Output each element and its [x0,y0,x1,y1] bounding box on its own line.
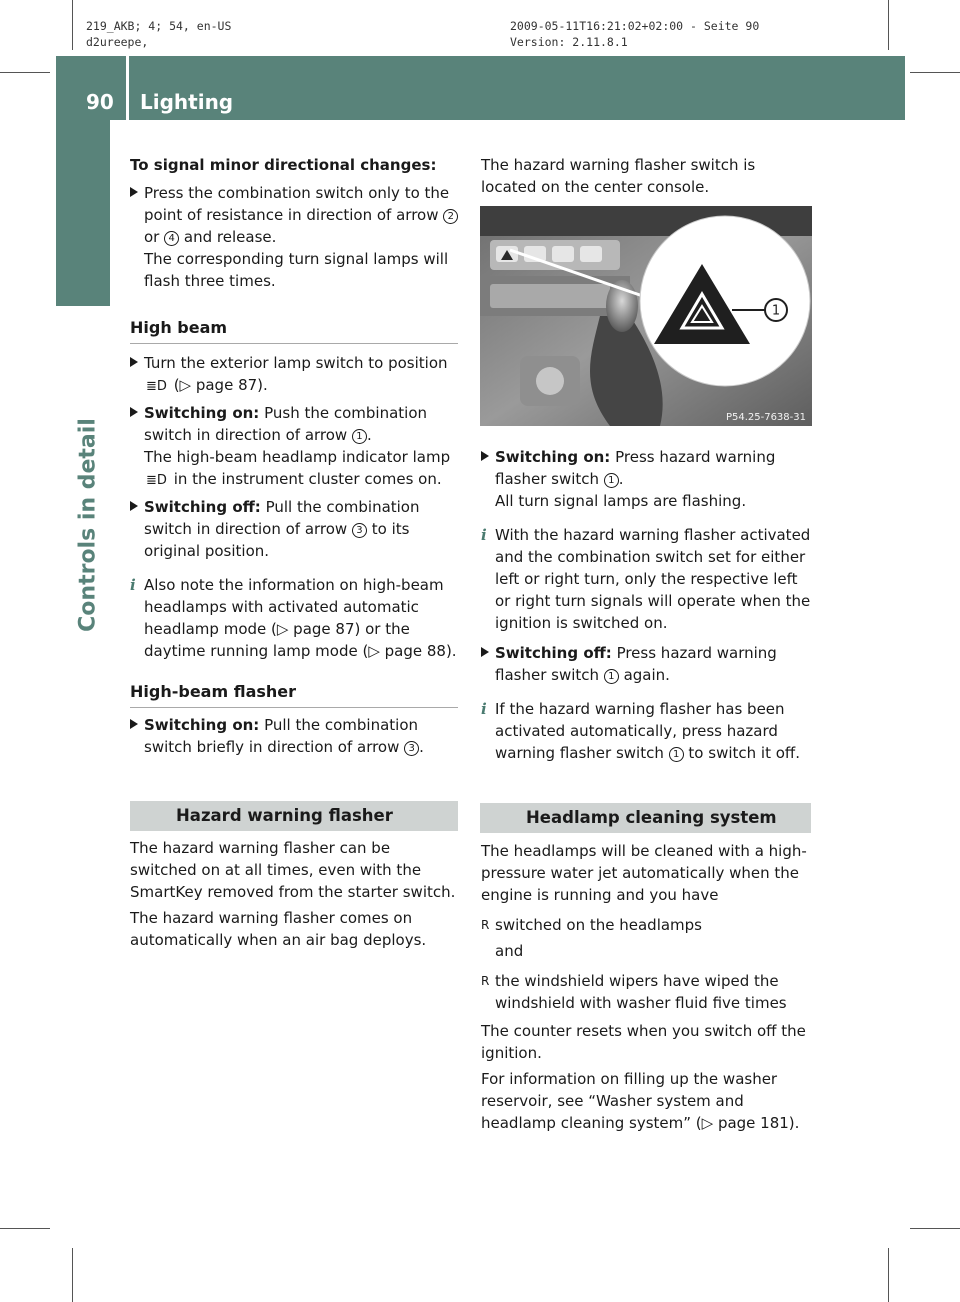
page-number: 90 [86,90,114,114]
flasher-heading: High-beam flasher [130,682,297,701]
hazard-block [130,837,460,951]
side-tab [56,120,110,306]
cleaning-bullet-1: R switched on the headlamps [481,914,813,936]
cleaning-block [481,840,813,1134]
high-beam-block [130,352,460,662]
crop-mark [910,72,960,73]
print-meta-right: 2009-05-11T16:21:02+02:00 - Seite 90 Version: 2.11.8.1 [510,19,760,49]
minor-changes-block [130,154,460,292]
header-divider [126,56,129,120]
high-beam-icon: ≣D [146,473,167,488]
section-title: Lighting [140,90,234,114]
heading-rule [130,343,458,344]
minor-step-result: The corresponding turn signal lamps will flash three times. [144,250,449,290]
crop-mark [888,0,889,50]
switch-1-marker: 1 [604,669,619,684]
flasher-block [130,714,460,758]
hz-info-1: i With the hazard warning flasher activated and the combination switch set for either left or right turn, only the respective left or right turn signals will operate when the ignition is switched on. [481,526,811,632]
info-icon: i [481,700,487,718]
cleaning-band: Headlamp cleaning system [480,803,811,833]
print-meta-left: 219_AKB; 4; 54, en-US d2ureepe, [86,19,232,49]
arrow-3-marker: 3 [404,741,419,756]
info-icon: i [481,526,487,544]
crop-mark [0,1228,50,1229]
low-beam-icon: ≣D [146,379,167,394]
crop-mark [0,72,50,73]
switch-1-marker: 1 [669,747,684,762]
center-console-illustration [480,206,812,426]
hz-step-on: Switching on: Press hazard warning flasher switch 1 . All turn signal lamps are flashing. [481,446,813,512]
callout-number: 1 [771,303,781,319]
center-console-photo [480,206,812,426]
crop-mark [72,1248,73,1302]
cleaning-p1: The headlamps will be cleaned with a high-pressure water jet automatically when the engine is running and you have [481,842,807,904]
crop-mark [888,1248,889,1302]
arrow-3-marker: 3 [352,523,367,538]
minor-step: Press the combination switch only to the point of resistance in direction of arrow 2 or 4 and release. The corresponding turn signal lamps will flash three times. [130,182,460,292]
heading-rule [130,707,458,708]
hazard-band: Hazard warning flasher [130,801,458,831]
crop-mark [72,0,73,50]
cleaning-bullet-2: R the windshield wipers have wiped the windshield with washer fluid five times [481,970,813,1014]
hb-step-on: Switching on: Push the combination switch in direction of arrow 1 . The high-beam headlamp indicator lamp ≣D in the instrument cluster comes on. [130,402,460,492]
crop-mark [910,1228,960,1229]
hb-step-1: Turn the exterior lamp switch to position ≣D (▷ page 87). [130,352,460,398]
arrow-1-marker: 1 [352,429,367,444]
hazard-p1: The hazard warning flasher can be switched on at all times, even with the SmartKey removed from the starter switch. [130,839,456,901]
hazard-intro: The hazard warning flasher switch is located on the center console. [481,156,756,196]
side-label: Controls in detail [75,418,101,632]
hz-info-2: i If the hazard warning flasher has been activated automatically, press hazard warning flasher switch 1 to switch it off. [481,700,800,762]
cleaning-and: and [495,942,524,960]
hb-info: i Also note the information on high-beam headlamps with activated automatic headlamp mode (▷ page 87) or the daytime running lamp mode (▷ page 88). [130,576,457,660]
switch-1-marker: 1 [604,473,619,488]
arrow-2-marker: 2 [443,209,458,224]
fl-step-on: Switching on: Pull the combination switch briefly in direction of arrow 3 . [130,714,460,758]
photo-code: P54.25-7638-31 [725,412,806,423]
cleaning-p2: The counter resets when you switch off the ignition. [481,1022,806,1062]
high-beam-heading: High beam [130,318,228,337]
hazard-steps-block [481,446,813,764]
hz-step-off: Switching off: Press hazard warning flasher switch 1 again. [481,642,813,686]
cleaning-p3: For information on filling up the washer reservoir, see “Washer system and headlamp cleaning system” (▷ page 181). [481,1070,800,1132]
arrow-4-marker: 4 [164,231,179,246]
hb-step-off: Switching off: Pull the combination switch in direction of arrow 3 to its original position. [130,496,460,562]
minor-heading: To signal minor directional changes: [130,156,437,174]
hazard-p2: The hazard warning flasher comes on automatically when an air bag deploys. [130,909,427,949]
info-icon: i [130,576,136,594]
